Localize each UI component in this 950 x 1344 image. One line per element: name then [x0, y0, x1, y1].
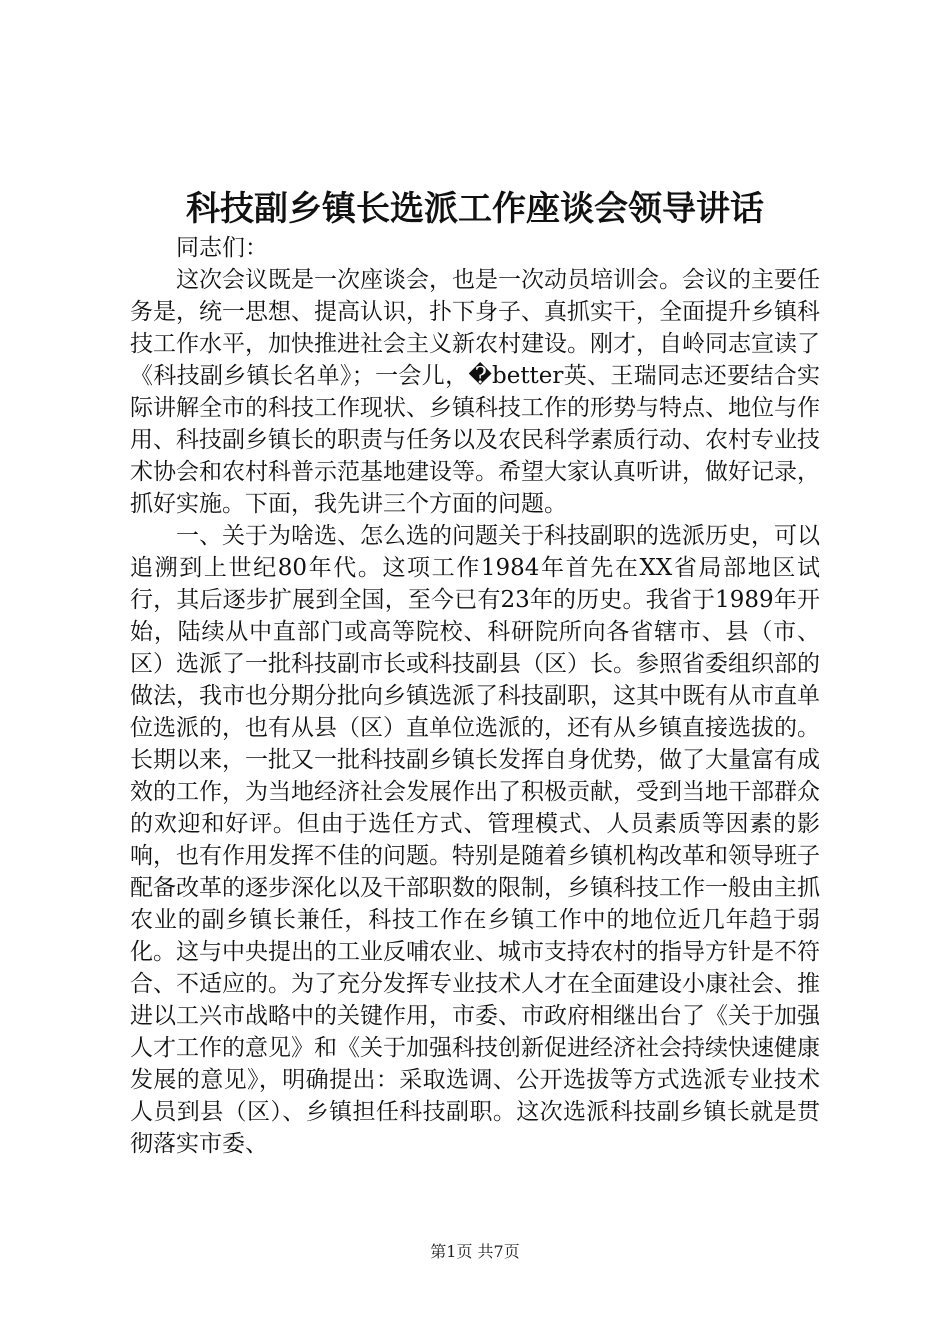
salutation: 同志们：: [176, 235, 268, 261]
document-body: [130, 232, 820, 1160]
page-number: 第1页 共7页: [430, 1242, 520, 1261]
document-title: 科技副乡镇长选派工作座谈会领导讲话: [186, 189, 764, 229]
paragraph-section-one: 一、关于为啥选、怎么选的问题关于科技副职的选派历史，可以追溯到上世纪80年代。这项工作1984年首先在XX省局部地区试行，其后逐步扩展到全国，至今已有23年的历史。我省于1989年开始，陆续从中直部门或高等院校、科研院所向各省辖市、县（市、区）选派了一批科技副市长或科技副县（区）长。参照省委组织部的做法，我市也分期分批向乡镇选派了科技副职，这其中既有从市直单位选派的，也有从县（区）直单位选派的，还有从乡镇直接选拔的。长期以来，一批又一批科技副乡镇长发挥自身优势，做了大量富有成效的工作，为当地经济社会发展作出了积极贡献，受到当地干部群众的欢迎和好评。但由于选任方式、管理模式、人员素质等因素的影响，也有作用发挥不佳的问题。特别是随着乡镇机构改革和领导班子配备改革的逐步深化以及干部职数的限制，乡镇科技工作一般由主抓农业的副乡镇长兼任，科技工作在乡镇工作中的地位近几年趋于弱化。这与中央提出的工业反哺农业、城市支持农村的指导方针是不符合、不适应的。为了充分发挥专业技术人才在全面建设小康社会、推进以工兴市战略中的关键作用，市委、市政府相继出台了《关于加强人才工作的意见》和《关于加强科技创新促进经济社会持续快速健康发展的意见》，明确提出：采取选调、公开选拔等方式选派专业技术人员到县（区）、乡镇担任科技副职。这次选派科技副乡镇长就是贯彻落实市委、: [130, 523, 820, 1157]
paragraph-intro: 这次会议既是一次座谈会，也是一次动员培训会。会议的主要任务是，统一思想、提高认识，扑下身子、真抓实干，全面提升乡镇科技工作水平，加快推进社会主义新农村建设。刚才，自岭同志宣读了《科技副乡镇长名单》；一会儿，�better英、王瑞同志还要结合实际讲解全市的科技工作现状、乡镇科技工作的形势与特点、地位与作用、科技副乡镇长的职责与任务以及农民科学素质行动、农村专业技术协会和农村科普示范基地建设等。希望大家认真听讲，做好记录，抓好实施。下面，我先讲三个方面的问题。: [130, 267, 820, 517]
